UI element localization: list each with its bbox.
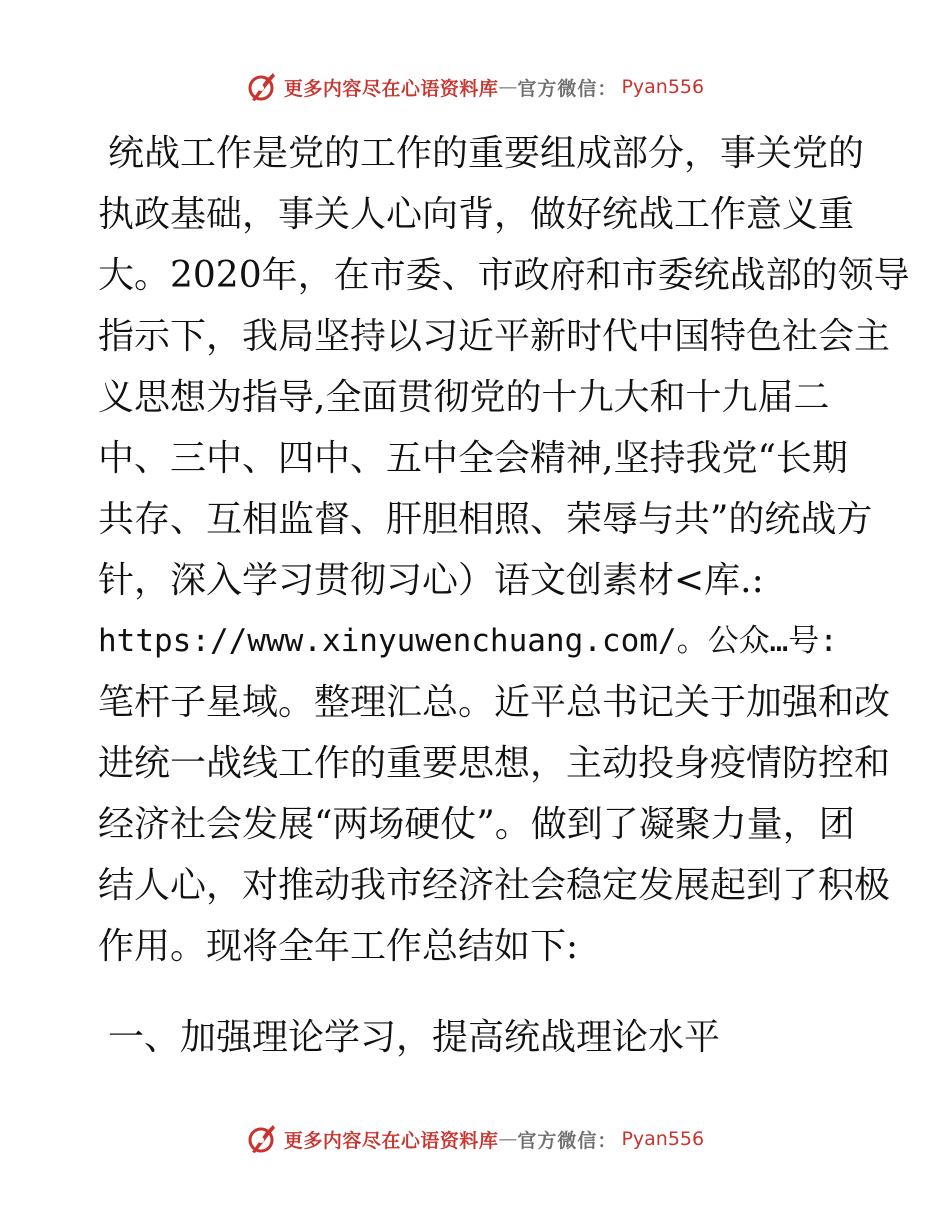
paragraph-line: 执政基础，事关人心向背，做好统战工作意义重: [98, 194, 855, 235]
paragraph-line: 作用。现将全年工作总结如下:: [98, 926, 579, 967]
paragraph-line: 中、三中、四中、五中全会精神,坚持我党“长期: [98, 438, 848, 479]
paragraph-line: 针，深入学习贯彻习心）语文创素材<库.:: [98, 560, 764, 601]
footer-dash: —: [498, 1128, 518, 1150]
footer-wechat-label: 官方微信：: [517, 1129, 618, 1152]
header-site-text: 更多内容尽在心语资料库: [283, 77, 499, 100]
footer-site-text: 更多内容尽在心语资料库: [283, 1129, 499, 1152]
paragraph-line: 指示下，我局坚持以习近平新时代中国特色社会主: [98, 316, 891, 357]
header-banner: [0, 70, 950, 104]
paragraph-line: 进统一战线工作的重要思想，主动投身疫情防控和: [98, 743, 891, 784]
paragraph-line: 经济社会发展“两场硬仗”。做到了凝聚力量，团: [98, 804, 855, 845]
pen-nib-logo-icon: [246, 1122, 278, 1156]
header-dash: —: [498, 76, 518, 98]
paragraph-line: 结人心，对推动我市经济社会稳定发展起到了积极: [98, 865, 891, 906]
paragraph-line: 共存、互相监督、肝胆相照、荣辱与共”的统战方: [98, 499, 873, 540]
paragraph-line: 义思想为指导,全面贯彻党的十九大和十九届二: [98, 377, 830, 418]
paragraph-line: 大。2020年，在市委、市政府和市委统战部的领导: [98, 255, 910, 296]
footer-wechat-id: Pyan556: [621, 1128, 705, 1150]
pen-nib-logo-icon: [246, 70, 278, 104]
section-heading: 一、加强理论学习，提高统战理论水平: [108, 1017, 721, 1058]
document-body: [98, 123, 910, 1068]
footer-banner: [0, 1122, 950, 1156]
paragraph-line: 笔杆子星域。整理汇总。近平总书记关于加强和改: [98, 682, 891, 723]
header-wechat-id: Pyan556: [621, 76, 705, 98]
header-wechat-label: 官方微信：: [517, 77, 618, 100]
paragraph-line-url: https://www.xinyuwenchuang.com/。公众…号:: [98, 623, 838, 659]
paragraph-line: 统战工作是党的工作的重要组成部分，事关党的: [108, 133, 865, 174]
